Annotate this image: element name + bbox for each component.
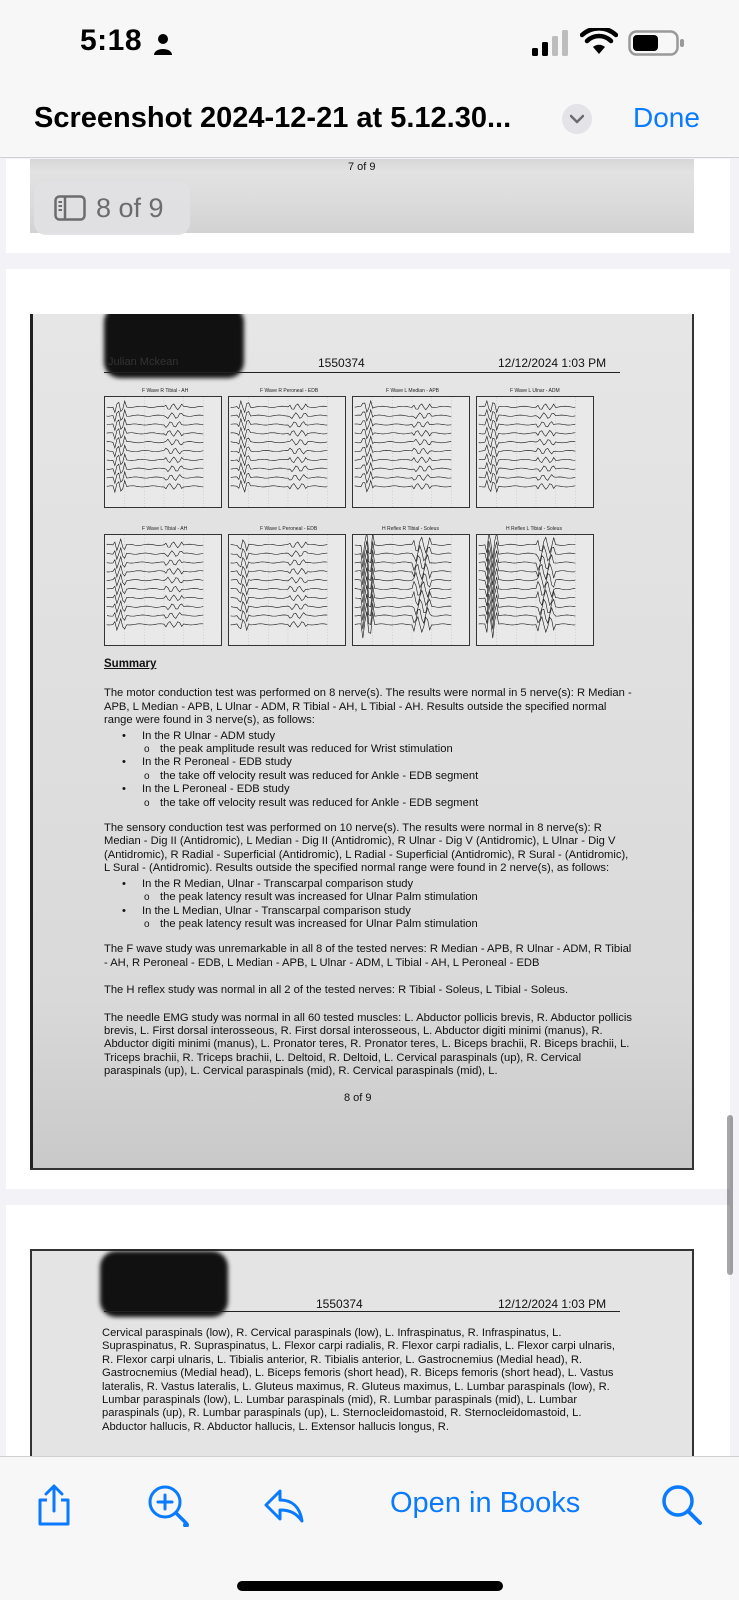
waveform-trace: [231, 593, 327, 604]
list-item: o the peak latency result was increased for Ulnar Palm stimulation: [104, 891, 634, 904]
waveform-trace: [479, 534, 575, 559]
waveform-trace: [479, 436, 575, 447]
list-item: • In the L Median, Ulnar - Transcarpal comparison study: [104, 905, 634, 918]
patient-id: 1550374: [318, 356, 365, 370]
list-item: • In the R Ulnar - ADM study: [104, 730, 634, 743]
waveform-trace: [107, 610, 203, 621]
open-in-books-button[interactable]: Open in Books: [390, 1487, 581, 1519]
bottom-toolbar: [0, 1456, 739, 1600]
waveform-trace: [231, 619, 327, 630]
summary-heading: Summary: [104, 658, 157, 670]
wave-panel-title: F Wave L Peroneal - EDB: [260, 526, 318, 532]
report-datetime: 12/12/2024 1:03 PM: [498, 356, 607, 370]
waveform-trace: [479, 427, 575, 438]
waveform-trace: [107, 583, 203, 594]
nav-bar: [0, 88, 739, 158]
header-rule: [104, 372, 620, 373]
waveform-trace: [107, 428, 203, 439]
list-item: o the take off velocity result was reduced for Ankle - EDB segment: [104, 797, 634, 810]
waveform-trace: [231, 584, 327, 595]
f-wave-chart: [228, 396, 346, 508]
wave-panel-title: F Wave L Tibial - AH: [142, 526, 188, 532]
zoom-in-icon[interactable]: [146, 1483, 190, 1527]
waveform-trace: [231, 602, 327, 613]
waveform-trace: [355, 463, 451, 474]
waveform-trace: [479, 454, 575, 465]
f-wave-chart: [104, 534, 222, 646]
cellular-signal-icon: [532, 30, 568, 56]
waveform-trace: [231, 410, 327, 421]
status-time: 5:18: [80, 24, 143, 57]
waveform-trace: [231, 401, 327, 412]
waveform-trace: [107, 463, 203, 474]
waveform-trace: [479, 419, 575, 430]
waveform-trace: [479, 410, 575, 421]
waveform-trace: [231, 566, 327, 577]
waveform-trace: [107, 419, 203, 430]
redaction-mark: [100, 1251, 228, 1317]
waveform-trace: [231, 436, 327, 447]
waveform-trace: [107, 401, 203, 412]
waveform-trace: [107, 436, 203, 447]
h-reflex-chart: [476, 534, 594, 646]
waveform-trace: [479, 401, 575, 412]
list-item: • In the R Median, Ulnar - Transcarpal comparison study: [104, 878, 634, 891]
waveform-trace: [355, 534, 451, 559]
waveform-trace: [231, 575, 327, 586]
h-reflex-chart: [352, 534, 470, 646]
waveform-trace: [231, 419, 327, 430]
f-wave-text: The F wave study was unremarkable in all 8 of the tested nerves: R Median - APB, R Ulnar - ADM, R Tibial - AH, R Peroneal - EDB, L Median - APB, L Ulnar - ADM, L Tibial - AH, L Peroneal - EDB: [104, 943, 632, 969]
wave-panel-title: H Reflex R Tibial - Soleus: [382, 526, 439, 532]
waveform-trace: [355, 472, 451, 483]
waveform-trace: [107, 481, 203, 492]
wave-panel-title: H Reflex L Tibial - Soleus: [506, 526, 562, 532]
waveform-trace: [355, 585, 451, 611]
waveform-trace: [479, 445, 575, 456]
chevron-down-icon: [570, 114, 584, 124]
waveform-trace: [355, 419, 451, 430]
page-number: 8 of 9: [344, 1092, 372, 1104]
waveform-trace: [107, 557, 203, 568]
waveform-trace: [355, 401, 451, 412]
patient-name: Julian Mckean: [108, 356, 179, 368]
page-scan: [30, 314, 694, 1170]
waveform-trace: [231, 549, 327, 560]
waveform-trace: [231, 427, 327, 438]
f-wave-chart: [476, 396, 594, 508]
waveform-trace: [231, 454, 327, 465]
battery-icon: [628, 30, 686, 56]
waveform-trace: [479, 463, 575, 474]
done-button[interactable]: Done: [633, 102, 700, 133]
page-9: [6, 1205, 730, 1456]
waveform-trace: [107, 539, 203, 550]
wifi-icon: [580, 28, 618, 56]
waveform-trace: [107, 574, 203, 585]
waveform-trace: [355, 410, 451, 421]
header-rule: [104, 1311, 620, 1312]
waveform-trace: [479, 480, 575, 491]
waveform-trace: [107, 601, 203, 612]
waveform-trace: [231, 463, 327, 474]
emg-text: The needle EMG study was normal in all 60 tested muscles: L. Abductor pollicis brevis, R. Abductor pollicis brevis, L. First dorsal interosseous, R. First dorsal interosseous, L. Abductor digiti minimi (manus), R. Abductor digiti minimi (manus), L. Pronator teres, R. Pronator teres, L. Biceps brachii, R. Biceps brachii, L. Triceps brachii, R. Triceps brachii, L. Deltoid, R. Deltoid, L. Cervical paraspinals (up), R. Cervical paraspinals (up), L. Cervical paraspinals (mid), R. Cervical paraspinals (mid), L.: [104, 1011, 632, 1078]
waveform-trace: [107, 619, 203, 630]
redaction-mark: [104, 314, 244, 378]
report-datetime: 12/12/2024 1:03 PM: [498, 1297, 607, 1311]
waveform-trace: [355, 612, 451, 638]
wave-panel-title: F Wave R Peroneal - EDB: [260, 388, 319, 394]
waveform-trace: [231, 480, 327, 491]
title-menu-button[interactable]: [562, 104, 592, 134]
waveform-trace: [231, 472, 327, 483]
waveform-trace: [107, 472, 203, 483]
waveform-trace: [355, 427, 451, 438]
motor-findings-list: [104, 730, 634, 810]
f-wave-chart: [352, 396, 470, 508]
waveform-trace: [107, 548, 203, 559]
page-indicator-label: 8 of 9: [96, 193, 164, 223]
waveform-trace: [231, 558, 327, 569]
waveform-trace: [107, 410, 203, 421]
waveform-trace: [231, 611, 327, 622]
reply-icon[interactable]: [262, 1483, 306, 1527]
waveform-trace: [107, 592, 203, 603]
waveform-trace: [107, 566, 203, 577]
waveform-trace: [479, 472, 575, 483]
f-wave-chart: [104, 396, 222, 508]
waveform-trace: [355, 454, 451, 465]
sidebar-icon: [54, 195, 86, 221]
f-wave-chart: [228, 534, 346, 646]
list-item: o the peak amplitude result was reduced for Wrist stimulation: [104, 743, 634, 756]
waveform-trace: [355, 480, 451, 491]
sensory-findings-list: [104, 878, 634, 932]
list-item: o the take off velocity result was reduced for Ankle - EDB segment: [104, 770, 634, 783]
page-8: [6, 269, 730, 1189]
wave-panel-title: F Wave L Median - APB: [386, 388, 439, 394]
share-icon[interactable]: [32, 1483, 76, 1527]
wave-panel-title: F Wave R Tibial - AH: [142, 388, 189, 394]
h-reflex-text: The H reflex study was normal in all 2 of the tested nerves: R Tibial - Soleus, L Tibial - Soleus.: [104, 984, 569, 997]
person-icon: [153, 33, 173, 55]
motor-conduction-text: The motor conduction test was performed on 8 nerve(s). The results were normal in 5 nerve(s): R Median - APB, L Median - APB, L Ulnar - ADM, R Tibial - AH, L Tibial - AH. Results outside the specified normal range were found in 3 nerve(s), as follows:: [104, 687, 632, 727]
home-indicator[interactable]: [237, 1581, 503, 1591]
patient-id: 1550374: [316, 1297, 363, 1311]
report-continuation: Cervical paraspinals (low), R. Cervical paraspinals (low), L. Infraspinatus, R. Infraspinatus, L. Supraspinatus, R. Supraspinatus, L. Flexor carpi radialis, R. Flexor carpi radialis, L. Flexor carpi ulnaris, R. Flexor carpi ulnaris, L. Tibialis anterior, R. Tibialis anterior, L. Gastrocnemius (Medial head), R. Gastrocnemius (Medial head), L. Biceps femoris (short head), R. Biceps femoris (short head), L. Vastus lateralis, R. Vastus lateralis, L. Gluteus maximus, R. Gluteus maximus, L. Lumbar paraspinals (low), R. Lumbar paraspinals (low), L. Lumbar paraspinals (mid), R. Lumbar paraspinals (mid), L. Lumbar paraspinals (up), R. Lumbar paraspinals (up), L. Sternocleidomastoid, R. Sternocleidomastoid, L. Abductor hallucis, R. Abductor hallucis, L. Extensor hallucis longus, R.: [102, 1327, 615, 1433]
waveform-trace: [107, 445, 203, 456]
wave-panel-title: F Wave L Ulnar - ADM: [510, 388, 560, 394]
waveform-trace: [355, 559, 451, 585]
waveform-trace: [107, 454, 203, 465]
waveform-trace: [355, 436, 451, 447]
page-scan: [30, 1249, 694, 1456]
document-viewer[interactable]: [0, 159, 739, 1456]
scroll-indicator[interactable]: [727, 1115, 733, 1275]
search-icon[interactable]: [660, 1483, 704, 1527]
report-summary: [104, 658, 634, 1081]
list-item: • In the R Peroneal - EDB study: [104, 756, 634, 769]
document-title: Screenshot 2024-12-21 at 5.12.30...: [34, 102, 512, 134]
list-item: o the peak latency result was increased for Ulnar Palm stimulation: [104, 918, 634, 931]
sensory-conduction-text: The sensory conduction test was performed on 10 nerve(s). The results were normal in 8 nerve(s): R Median - Dig II (Antidromic), L Median - Dig II (Antidromic), R Ulnar - Dig V (Antidromic), L Ulnar - Dig V (Antidromic), R Radial - Superficial (Antidromic), L Radial - Superficial (Antidromic), R Sural - (Antidromic), L Sural - (Antidromic). Results outside the specified normal range were found in 2 nerve(s), as follows:: [104, 822, 629, 875]
page-number: 7 of 9: [348, 161, 376, 173]
waveform-trace: [355, 445, 451, 456]
list-item: • In the L Peroneal - EDB study: [104, 783, 634, 796]
page-indicator-badge[interactable]: [34, 181, 190, 235]
status-bar: [0, 0, 739, 88]
waveform-trace: [231, 445, 327, 456]
waveform-trace: [231, 540, 327, 551]
